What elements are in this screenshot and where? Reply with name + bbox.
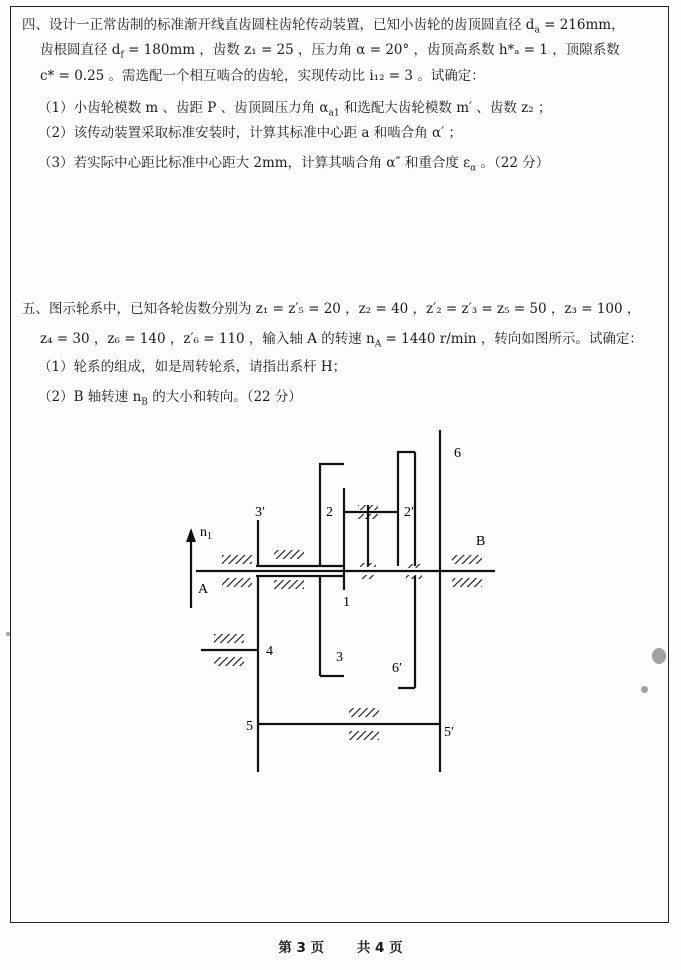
bearing-4-top xyxy=(214,634,244,643)
scan-smudge xyxy=(652,648,666,664)
p5-q2-sub: B xyxy=(141,397,148,408)
p4-q3-text: （3）若实际中心距比标准中心距大 2mm，计算其啮合角 α″ 和重合度 ε xyxy=(38,155,471,171)
p4-l1-text: 四、设计一正常齿制的标准渐开线直齿圆柱齿轮传动装置，已知小齿轮的齿顶圆直径 d xyxy=(22,17,535,33)
p5-q2-tail: 的大小和转向。（22 分） xyxy=(147,389,302,405)
carrier-bearing-top xyxy=(360,563,376,567)
gear-6p-bearing-top xyxy=(406,564,422,568)
label-gear-3: 3 xyxy=(336,650,343,665)
p4-l1-sub: a xyxy=(534,25,540,36)
carrier-bearing-bottom xyxy=(360,575,376,579)
label-gear-6p: 6′ xyxy=(392,661,403,676)
p4-q1-text: （1）小齿轮模数 m 、齿距 P 、齿顶圆压力角 α xyxy=(38,100,329,116)
scan-smudge xyxy=(6,632,10,636)
label-gear-5: 5 xyxy=(246,719,253,734)
bearing-lower-bottom xyxy=(349,731,379,740)
label-b: B xyxy=(476,534,486,549)
bearing-h-top xyxy=(274,550,304,559)
footer-page: 第 3 页 xyxy=(278,940,325,956)
label-gear-4: 4 xyxy=(266,644,273,659)
p4-l2-tail: = 180mm ，齿数 z₁ = 25 ，压力角 α = 20° ，齿顶高系数 h*ₐ = 1 ，顶隙系数 xyxy=(123,42,620,58)
label-a: A xyxy=(198,582,209,597)
label-gear-2p: 2′ xyxy=(404,505,415,520)
p4-q3-tail: 。（22 分） xyxy=(476,155,550,171)
p4-l2-sub: f xyxy=(120,50,124,61)
bearing-4-bottom xyxy=(214,657,244,666)
label-gear-6: 6 xyxy=(454,446,461,461)
bearing-b-top xyxy=(452,555,482,564)
p5-l2-tail: = 1440 r/min ，转向如图所示。试确定： xyxy=(381,331,643,347)
p5-l2-sub: A xyxy=(374,339,382,350)
gear-6p-bearing-bottom xyxy=(406,575,422,579)
bearing-h-bottom xyxy=(274,580,304,589)
problem5-q1: （1）轮系的组成，如是周转轮系，请指出系杆 H； xyxy=(38,359,347,375)
p4-l1-tail: = 216mm， xyxy=(539,17,625,33)
planet-bearing-top xyxy=(358,505,378,510)
bearing-b-bottom xyxy=(452,578,482,587)
scan-smudge xyxy=(641,686,648,693)
p5-q2-text: （2）B 轴转速 n xyxy=(38,389,142,405)
planet-bearing-bottom xyxy=(358,514,378,519)
p4-l2-text: 齿根圆直径 d xyxy=(40,42,121,58)
label-n1: $n_1$ xyxy=(200,525,212,542)
page-footer xyxy=(0,936,681,956)
bearing-a-top xyxy=(222,555,252,564)
p4-q1-sub: a1 xyxy=(328,108,340,119)
footer-total: 共 4 页 xyxy=(356,940,403,956)
p4-q1-tail: 和选配大齿轮模数 m′ 、齿数 z₂ ； xyxy=(339,100,552,116)
bearing-a-bottom xyxy=(222,578,252,587)
n1-arrow-head xyxy=(186,528,196,542)
problem4-q2: （2）该传动装置采取标准安装时，计算其标准中心距 a 和啮合角 α′ ； xyxy=(38,125,462,141)
label-gear-5p: 5′ xyxy=(444,725,455,740)
label-gear-1: 1 xyxy=(343,595,350,610)
bearing-lower-top xyxy=(349,708,379,717)
problem4-line3: c* = 0.25 。需选配一个相互啮合的齿轮，实现传动比 i₁₂ = 3 。试确定： xyxy=(40,68,485,84)
problem5-line1: 五、图示轮系中，已知各轮齿数分别为 z₁ = z′₅ = 20 ，z₂ = 40 ，z′₂ = z′₃ = z₅ = 50 ，z₃ = 100 ， xyxy=(22,301,641,317)
label-gear-3p: 3′ xyxy=(255,505,266,520)
label-gear-2: 2 xyxy=(326,505,333,520)
p5-l2-text: z₄ = 30 ，z₆ = 140 ，z′₆ = 110 ，输入轴 A 的转速 n xyxy=(40,331,375,347)
p4-q3-sub: α xyxy=(470,163,477,174)
